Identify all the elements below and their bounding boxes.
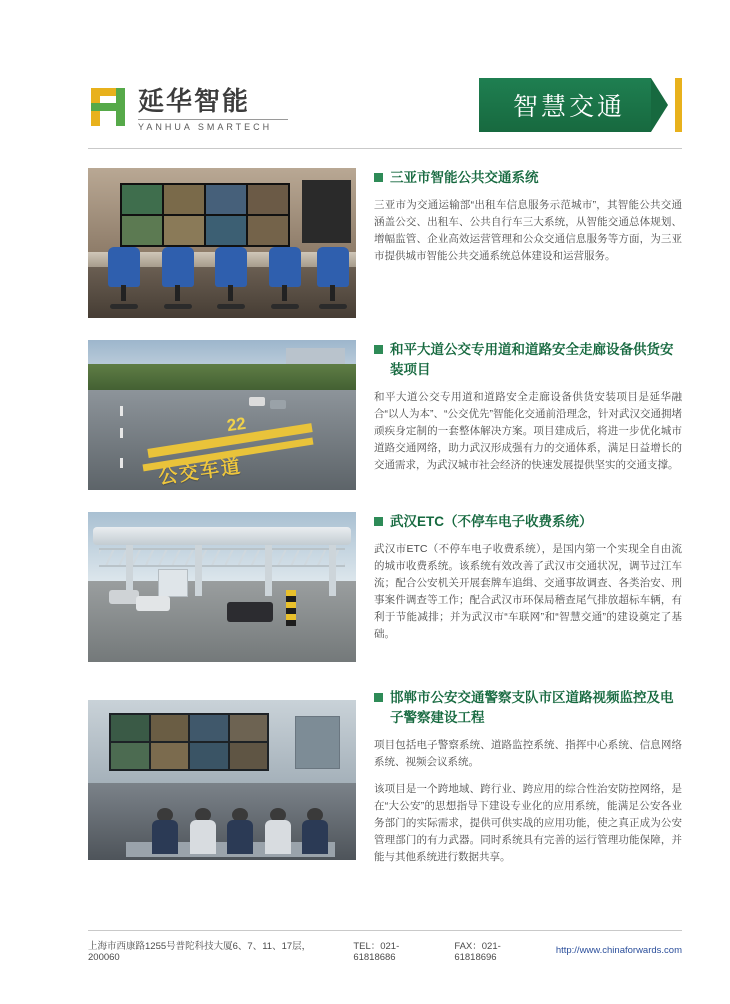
project-title-3	[374, 512, 682, 532]
logo-text-en: YANHUA SMARTECH	[138, 122, 273, 132]
project-title-4-text: 邯郸市公安交通警察支队市区道路视频监控及电子警察建设工程	[390, 690, 674, 725]
section-banner	[479, 78, 682, 132]
project-text-2	[374, 340, 682, 484]
project-text-4	[374, 688, 682, 876]
bullet-square-icon	[374, 517, 383, 526]
project-paragraph-4-2: 该项目是一个跨地域、跨行业、跨应用的综合性治安防控网络，是在“大公安”的思想指导下建设专业化的应用系统，能满足公安各业务部门的实际需求，提供可供实战的应用功能，使之真正成为公安管理部门的有力武器。同时系统具有完善的运行管理功能保障，并能与其他系统进行数据共享。	[374, 783, 682, 863]
project-title-1	[374, 168, 682, 188]
footer-divider	[88, 930, 682, 931]
photo-police-command-center	[88, 700, 356, 860]
banner-title: 智慧交通	[479, 78, 651, 132]
yanhua-logo-icon	[88, 86, 130, 128]
project-title-2	[374, 340, 682, 380]
header-divider	[88, 148, 682, 149]
footer-fax: FAX：021-61818696	[454, 941, 501, 963]
project-paragraph-1-1: 三亚市为交通运输部“出租车信息服务示范城市”，其智能公共交通涵盖公交、出租车、公共自行车三大系统，从智能交通总体规划、增幅监管、企业高效运营管理和公众交通信息服务等方面，为三亚市提供城市智能公共交通系统总体建设和运营服务。	[374, 199, 682, 262]
banner-accent-bar	[675, 78, 682, 132]
project-paragraph-4-1: 项目包括电子警察系统、道路监控系统、指挥中心系统、信息网络系统、视频会议系统。	[374, 739, 682, 768]
project-title-2-text: 和平大道公交专用道和道路安全走廊设备供货安装项目	[390, 342, 674, 377]
footer-address: 上海市西康路1255号普陀科技大厦6、7、11、17层，200060	[88, 941, 312, 963]
bullet-square-icon	[374, 345, 383, 354]
footer-website-link[interactable]: http://www.chinaforwards.com	[555, 945, 682, 956]
logo-text-cn: 延华智能	[138, 86, 251, 116]
page-header	[0, 78, 730, 140]
company-logo	[88, 86, 288, 132]
project-title-1-text: 三亚市智能公共交通系统	[390, 170, 539, 185]
project-title-4	[374, 688, 682, 728]
bullet-square-icon	[374, 173, 383, 182]
photo-sanya-control-room	[88, 168, 356, 318]
footer-tel: TEL：021-61818686	[353, 941, 400, 963]
photo-etc-toll-gantry	[88, 512, 356, 662]
logo-divider	[138, 119, 288, 120]
project-text-3	[374, 512, 682, 653]
project-paragraph-2-1: 和平大道公交专用道和道路安全走廊设备供货安装项目是延华融合“以人为本”、“公交优先”智能化交通前沿理念，针对武汉交通拥堵顽疾身定制的一套整体解决方案。项目建成后，将进一步优化城市道路交通网络，助力武汉形成强有力的交通体系，满足日益增长的交通需求，为武汉城市社会经济的快速发展提供坚实的交通支撑。	[374, 391, 682, 471]
project-paragraph-3-1: 武汉市ETC（不停车电子收费系统），是国内第一个实现全自由流的城市收费系统。该系统有效改善了武汉市交通状况，调节过江车流；配合公安机关开展套牌车追缉、交通事故调查、各类治安、刑事案件调查等工作；配合武汉市环保局稽查尾气排放超标车辆，有利于节能减排；并为武汉市“车联网”和“智慧交通”的建设奠定了基础。	[374, 543, 682, 640]
bullet-square-icon	[374, 693, 383, 702]
photo-bus-lane-road: 22 公交车道	[88, 340, 356, 490]
page-footer	[88, 938, 682, 963]
project-text-1	[374, 168, 682, 275]
project-title-3-text: 武汉ETC（不停车电子收费系统）	[390, 514, 593, 529]
